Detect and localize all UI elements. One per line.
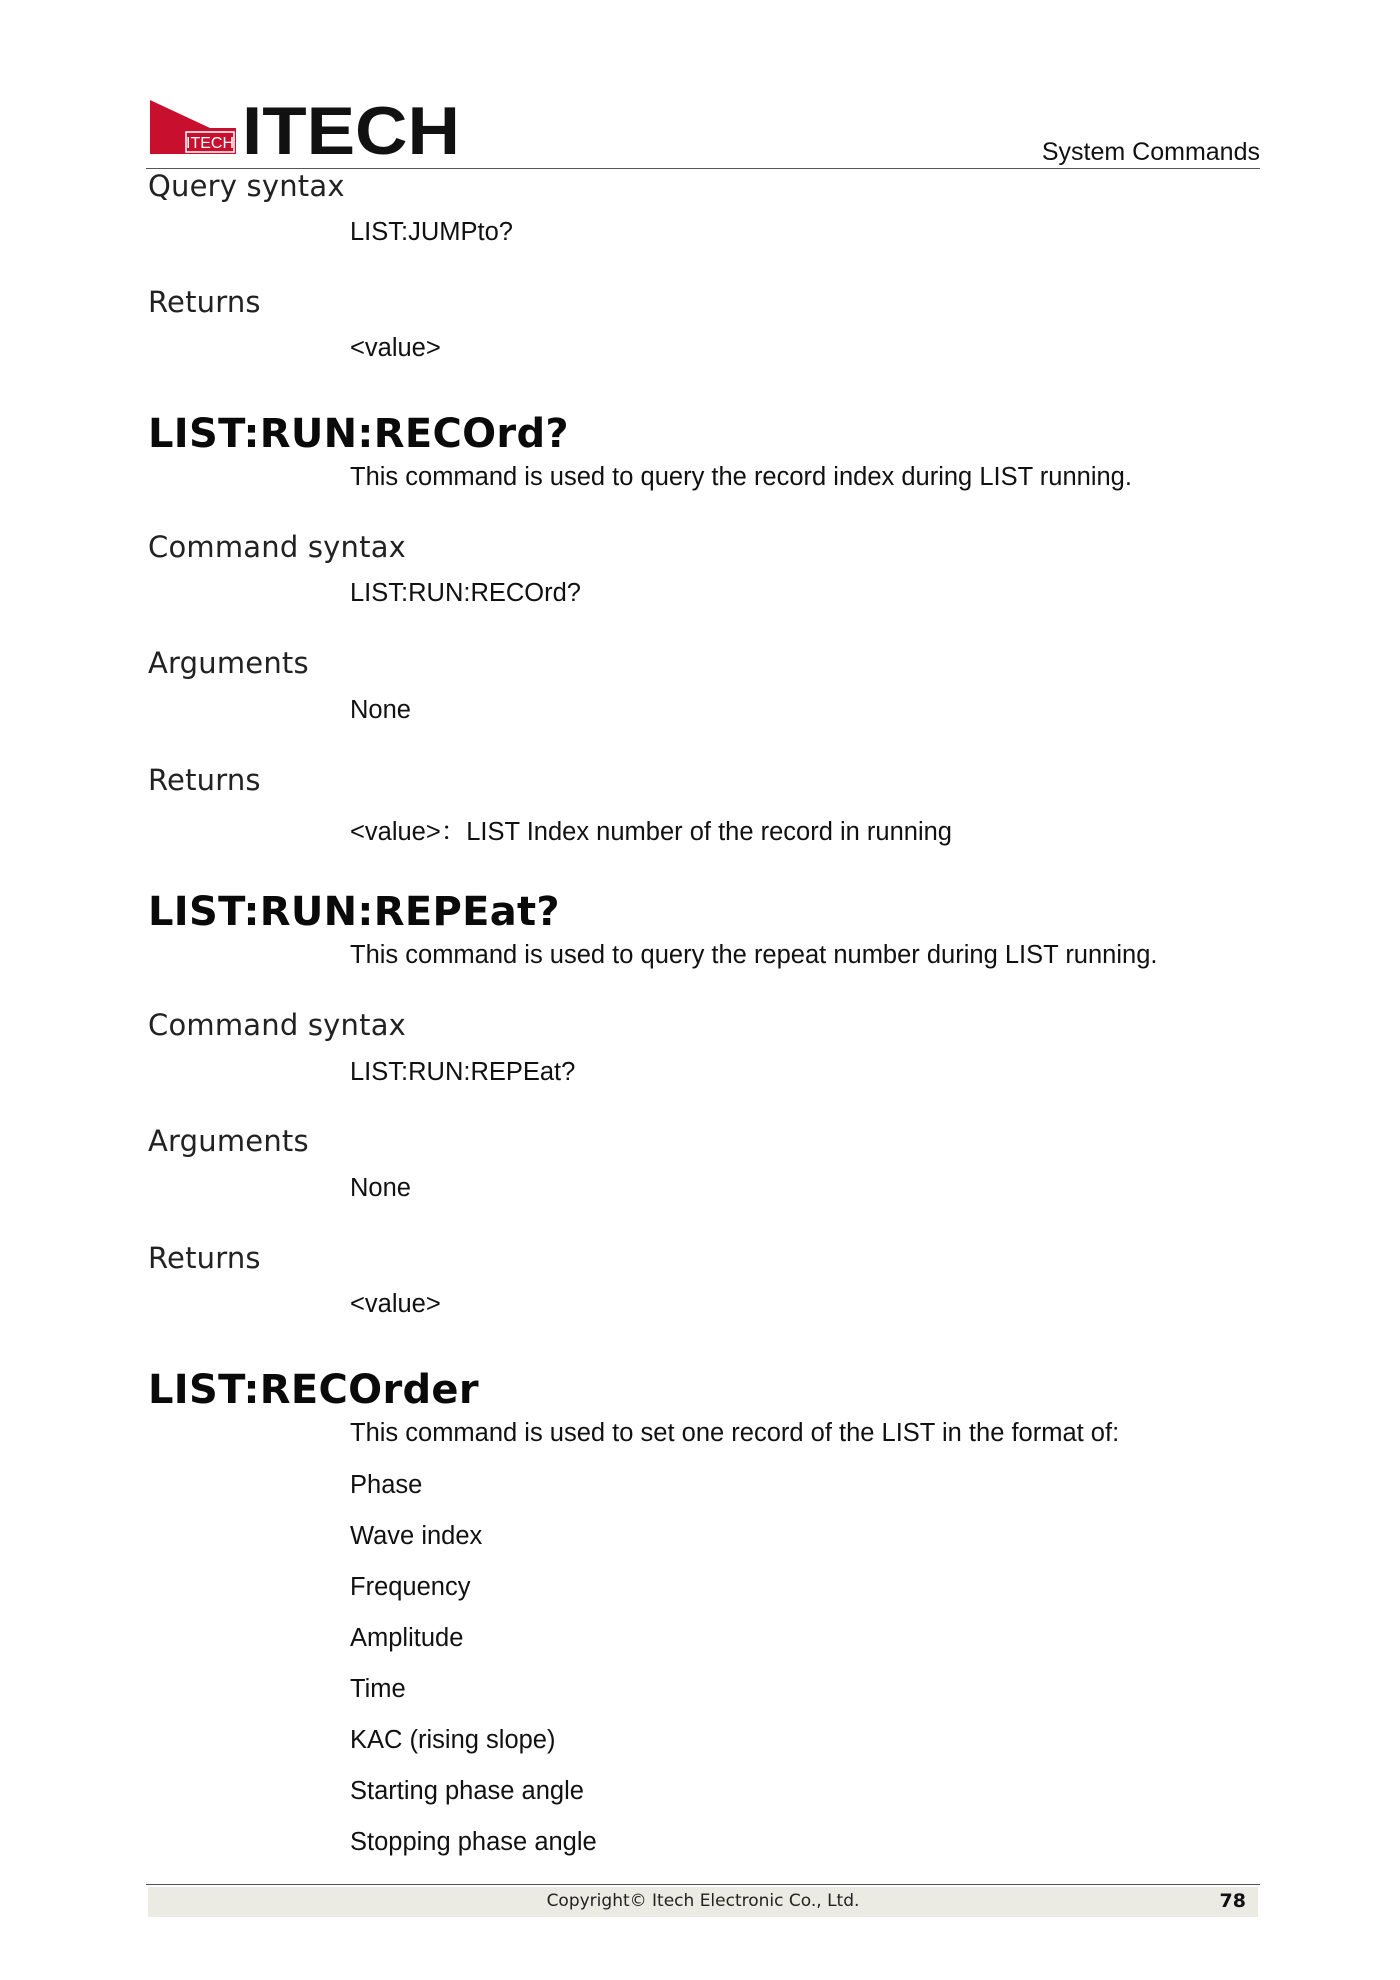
query-syntax-value: LIST:JUMPto? (350, 218, 513, 246)
footer-copyright: Copyright© Itech Electronic Co., Ltd. (546, 1891, 860, 1911)
command-heading-repeat: LIST:RUN:REPEat? (148, 889, 560, 935)
format-item: Starting phase angle (350, 1777, 584, 1805)
format-item: Stopping phase angle (350, 1828, 597, 1856)
format-item: Frequency (350, 1573, 471, 1601)
arguments-value-record: None (350, 696, 411, 724)
page-number: 78 (1219, 1890, 1246, 1912)
returns-value-record: <value>：LIST Index number of the record in running (350, 818, 952, 846)
command-heading-recorder: LIST:RECOrder (148, 1367, 479, 1413)
format-item: Time (350, 1675, 406, 1703)
itech-logo-icon (150, 98, 462, 158)
logo-badge-text: ITECH (186, 135, 234, 152)
format-item: Phase (350, 1471, 423, 1499)
footer-band (148, 1887, 1258, 1917)
returns-value: <value> (350, 334, 441, 362)
command-syntax-label-repeat: Command syntax (148, 1008, 407, 1042)
returns-value-repeat: <value> (350, 1290, 441, 1318)
command-description-record: This command is used to query the record index during LIST running. (350, 463, 1132, 491)
command-description-repeat: This command is used to query the repeat number during LIST running. (350, 941, 1158, 969)
logo-wordmark: ITECH (242, 98, 460, 158)
command-description-recorder: This command is used to set one record of the LIST in the format of: (350, 1419, 1120, 1447)
footer-divider (146, 1884, 1260, 1885)
header-section-title: System Commands (1041, 138, 1260, 166)
command-syntax-value-record: LIST:RUN:RECOrd? (350, 579, 581, 607)
command-syntax-value-repeat: LIST:RUN:REPEat? (350, 1058, 576, 1086)
returns-label-repeat: Returns (148, 1241, 261, 1275)
format-item: Wave index (350, 1522, 483, 1550)
arguments-label-repeat: Arguments (148, 1124, 309, 1158)
query-syntax-label: Query syntax (148, 169, 345, 203)
itech-logo (150, 98, 462, 158)
returns-label-record: Returns (148, 763, 261, 797)
format-item: KAC (rising slope) (350, 1726, 556, 1754)
arguments-value-repeat: None (350, 1174, 411, 1202)
arguments-label-record: Arguments (148, 646, 309, 680)
format-item: Amplitude (350, 1624, 464, 1652)
command-heading-record: LIST:RUN:RECOrd? (148, 411, 569, 457)
command-syntax-label-record: Command syntax (148, 530, 407, 564)
returns-label: Returns (148, 285, 261, 319)
